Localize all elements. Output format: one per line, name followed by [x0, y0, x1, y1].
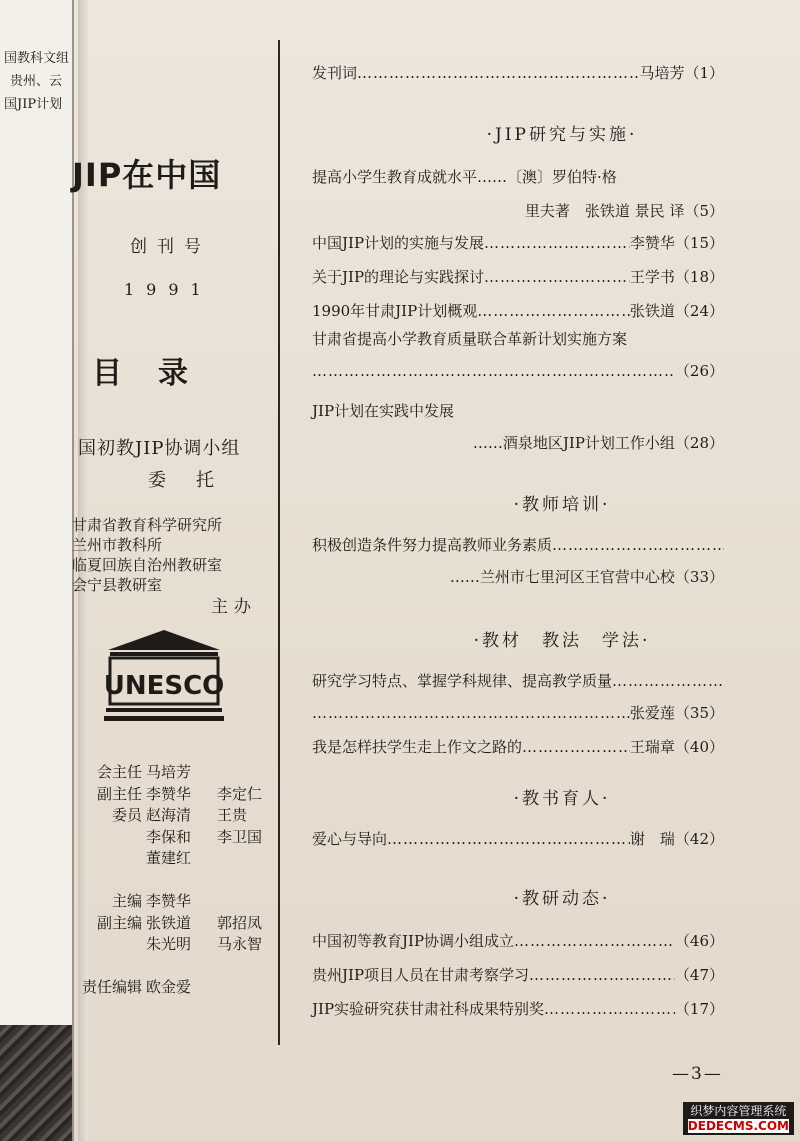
toc-section-heading: ·教研动态·	[513, 889, 611, 909]
committee-name: 张铁道	[146, 913, 192, 932]
toc-entry-page: 谢 瑞（42）	[629, 830, 724, 848]
committee-role: 副主任	[96, 784, 142, 803]
toc-entry-page: 李赞华（15）	[629, 234, 724, 252]
watermark-badge	[683, 1102, 794, 1135]
toc-leader	[612, 670, 724, 692]
toc-entry-title: 关于JIP的理论与实践探讨	[312, 268, 485, 286]
toc-entry-title: 1990年甘肃JIP计划概观	[312, 302, 478, 320]
toc-entry[interactable]	[312, 930, 724, 952]
issue-year: 1991	[124, 280, 213, 299]
toc-leader	[312, 702, 630, 724]
toc-leader	[484, 266, 630, 288]
toc-leader	[357, 62, 639, 84]
toc-entry-page: 马培芳（1）	[639, 64, 724, 82]
strip-photo	[0, 1025, 72, 1141]
toc-entry-page: 张爱莲（35）	[629, 704, 724, 722]
toc-entry-page: （17）	[674, 1000, 724, 1018]
toc-entry-title: JIP实验研究获甘肃社科成果特别奖	[312, 1000, 545, 1018]
strip-text-line: 贵州、云	[10, 74, 63, 89]
host-unit: 会宁县教研室	[72, 576, 163, 594]
committee-name: 李赞华	[146, 784, 192, 803]
toc-entry[interactable]	[312, 670, 724, 692]
host-units	[72, 515, 222, 595]
toc-entry[interactable]	[312, 62, 724, 84]
committee-name: 马培芳	[146, 763, 192, 781]
toc-leader	[529, 964, 675, 986]
toc-entry-page: （47）	[674, 966, 724, 984]
toc-entry-title: JIP计划在实践中发展	[312, 402, 455, 420]
toc-entry-title: 提高小学生教育成就水平……〔澳〕罗伯特·格	[312, 168, 617, 186]
adjacent-page-strip	[0, 0, 74, 1141]
committee-role: 副主编	[96, 913, 142, 932]
committee-name: 董建红	[146, 849, 192, 867]
toc-entry[interactable]	[312, 300, 724, 322]
toc-entry-page: 王学书（18）	[629, 268, 724, 286]
committee-name: 王贵	[217, 806, 248, 824]
committee-name: 郭招凤	[217, 913, 263, 932]
toc-entry[interactable]	[312, 266, 724, 288]
toc-leader	[544, 998, 675, 1020]
toc-entry-title: 中国JIP计划的实施与发展	[312, 234, 485, 252]
toc-entry-title: 爱心与导向	[312, 830, 388, 848]
toc-entry[interactable]	[312, 828, 724, 850]
host-unit: 兰州市教科所	[72, 536, 163, 554]
toc-leader	[514, 930, 675, 952]
toc-entry-page: 张铁道（24）	[629, 302, 724, 320]
committee-role: 委员	[111, 806, 142, 824]
toc-leader	[477, 300, 630, 322]
toc-entry-title: 中国初等教育JIP协调小组成立	[312, 932, 515, 950]
column-divider	[278, 40, 280, 1045]
toc-entry-page: （26）	[674, 362, 724, 380]
watermark-line1: 织梦内容管理系统	[690, 1104, 787, 1118]
toc-section-heading: ·教书育人·	[513, 789, 611, 809]
committee-name: 李卫国	[217, 827, 263, 846]
toc-heading: 目录	[92, 356, 224, 391]
toc-entry[interactable]	[312, 998, 724, 1020]
host-unit: 甘肃省教育科学研究所	[72, 516, 223, 534]
page-number: —3—	[672, 1064, 723, 1084]
toc-entry-continuation: ……酒泉地区JIP计划工作小组（28）	[472, 434, 724, 452]
toc-entry[interactable]	[312, 400, 724, 422]
committee-name: 欧金爱	[146, 978, 192, 996]
committee-name: 马永智	[217, 935, 263, 953]
toc-entry-title: 研究学习特点、掌握学科规律、提高教学质量	[312, 672, 613, 690]
toc-entry-title: 甘肃省提高小学教育质量联合革新计划实施方案	[312, 330, 628, 348]
toc-entry[interactable]	[312, 534, 724, 556]
host-unit: 临夏回族自治州教研室	[72, 556, 223, 574]
unesco-logo	[104, 628, 224, 724]
toc-entry-continuation: 里夫著 张铁道 景民 译（5）	[524, 202, 724, 220]
toc-section-heading: ·教材 教法 学法·	[473, 631, 651, 651]
toc-leader	[522, 736, 630, 758]
toc-entry-page: 王瑞章（40）	[629, 738, 724, 756]
toc-entry-continuation-row	[312, 360, 724, 382]
committee-name: 李保和	[146, 827, 192, 846]
watermark-line2: DEDECMS.COM	[687, 1119, 789, 1133]
toc-entry[interactable]	[312, 964, 724, 986]
toc-entry[interactable]	[312, 736, 724, 758]
toc-leader	[552, 534, 724, 556]
unesco-logo-text: UNESCO	[104, 671, 224, 701]
committee-name: 朱光明	[146, 935, 192, 953]
committee-role: 会主任	[96, 763, 142, 781]
committee-name: 赵海清	[146, 806, 192, 824]
toc-entry-title: 发刊词	[312, 64, 358, 82]
host-label: 主办	[211, 597, 257, 617]
strip-text-line: 国JIP计划	[4, 97, 63, 112]
issue-label: 创刊号	[130, 237, 211, 257]
magazine-title: JIP在中国	[72, 156, 222, 194]
toc-entry-title: 积极创造条件努力提高教师业务素质	[312, 536, 553, 554]
toc-section-heading: ·教师培训·	[513, 495, 611, 515]
toc-entry[interactable]	[312, 328, 724, 350]
toc-leader	[387, 828, 630, 850]
strip-text-line: 国教科文组	[4, 51, 70, 66]
toc-entry-continuation-row	[312, 702, 724, 724]
toc-entry-page: （46）	[674, 932, 724, 950]
toc-section-heading: ·JIP研究与实施·	[486, 125, 638, 145]
toc-entry[interactable]	[312, 232, 724, 254]
toc-entry-continuation: ……兰州市七里河区王官营中心校（33）	[449, 568, 724, 586]
toc-leader	[484, 232, 630, 254]
toc-entry[interactable]	[312, 166, 724, 188]
committee-name: 李定仁	[217, 784, 263, 803]
organizer-name: 国初教JIP协调小组	[78, 438, 241, 459]
toc-entry-title: 贵州JIP项目人员在甘肃考察学习	[312, 966, 530, 984]
committee-name: 李赞华	[146, 892, 192, 910]
toc-entry-title: 我是怎样扶学生走上作文之路的	[312, 738, 523, 756]
entrust-label: 委托	[148, 470, 244, 491]
toc-leader	[312, 360, 675, 382]
committee-role: 责任编辑	[81, 978, 142, 996]
committee-role: 主编	[111, 892, 142, 910]
